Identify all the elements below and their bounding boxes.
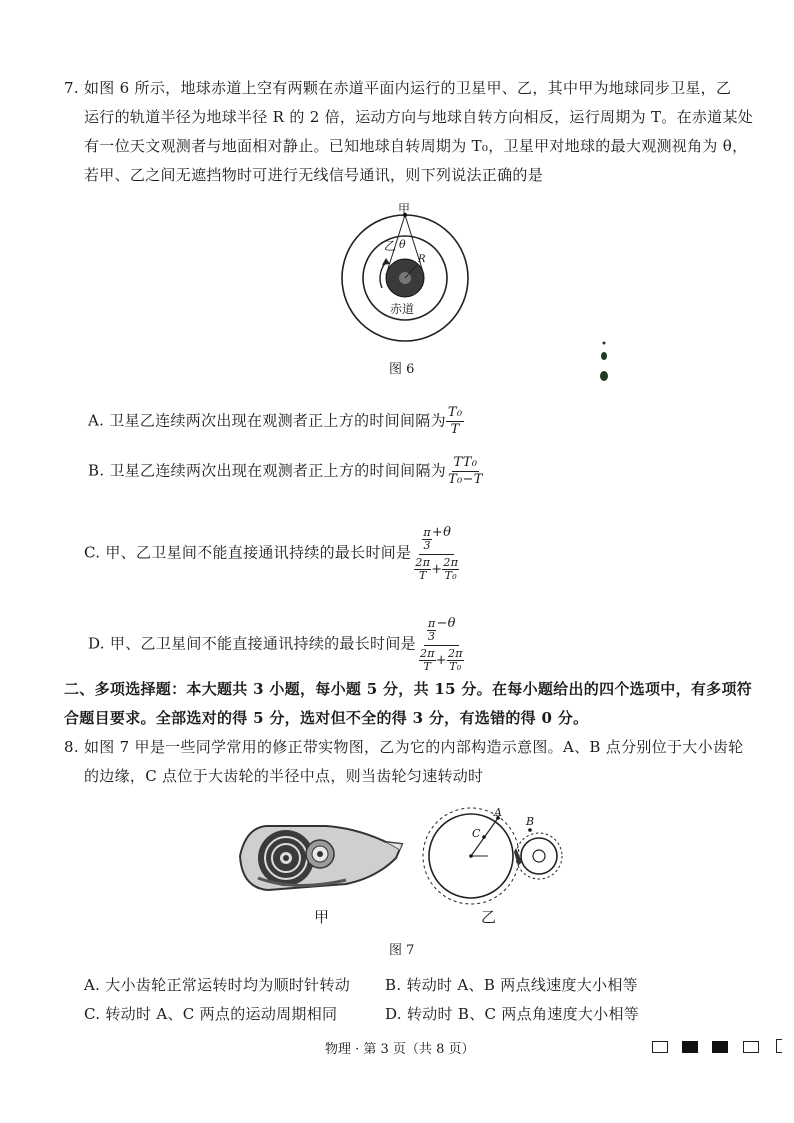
figure-6-caption: 图 6 <box>389 362 415 377</box>
fig7-label-c: C <box>472 827 481 840</box>
fig7-label-b: B <box>526 815 535 828</box>
figure-7-caption: 图 7 <box>389 943 415 958</box>
scan-ink-marks <box>596 338 612 384</box>
q7-line-4: 若甲、乙之间无遮挡物时可进行无线信号通讯，则下列说法正确的是 <box>84 166 544 184</box>
theta-term: −θ <box>436 616 456 631</box>
q8-option-c[interactable]: C. 转动时 A、C 两点的运动周期相同 <box>84 1005 338 1023</box>
fig6-label-theta: θ <box>399 238 406 251</box>
pi-numerator: π <box>423 526 431 539</box>
fraction-top <box>419 525 454 555</box>
section-2-heading-line-1: 二、多项选择题：本大题共 3 小题，每小题 5 分，共 15 分。在每小题给出的四个选项中，有多项符 <box>64 680 753 698</box>
theta-term: +θ <box>431 525 452 540</box>
q8-option-b[interactable]: B. 转动时 A、B 两点线速度大小相等 <box>385 976 638 994</box>
figure-7-gear-diagram <box>416 806 576 912</box>
q7-option-c-fraction <box>411 525 462 582</box>
fig7-label-yi: 乙 <box>481 908 497 926</box>
fig6-label-yi: 乙 <box>384 239 397 253</box>
q7-option-a-fraction <box>446 405 464 438</box>
omega1-den: T <box>423 660 432 673</box>
fig6-label-r: R <box>418 254 426 265</box>
footer-mark-partial <box>776 1039 782 1053</box>
figure-7-correction-tape-photo <box>236 818 406 898</box>
q8-option-a[interactable]: A. 大小齿轮正常运转时均为顺时针转动 <box>84 976 351 994</box>
small-spool-axle <box>317 851 323 857</box>
q7-option-a-text: A. 卫星乙连续两次出现在观测者正上方的时间间隔为 <box>88 411 446 430</box>
q8-line-2: 的边缘，C 点位于大齿轮的半径中点，则当齿轮匀速转动时 <box>84 767 484 785</box>
spool-axle <box>283 855 289 861</box>
q7-line-1: 7. 如图 6 所示，地球赤道上空有两颗在赤道平面内运行的卫星甲、乙，其中甲为地球同步卫星，乙 <box>64 79 732 97</box>
omega1-den: T <box>418 569 427 582</box>
q7-line-2: 运行的轨道半径为地球半径 R 的 2 倍，运动方向与地球自转方向相反，运行周期为 T。在赤道某处 <box>84 108 754 126</box>
rotation-arrow <box>380 262 386 288</box>
omega1-num: 2π <box>415 556 431 569</box>
footer-mark-empty-2 <box>743 1041 759 1053</box>
fraction-bottom <box>416 646 467 673</box>
point-c <box>482 835 486 839</box>
omega2-den: T₀ <box>449 660 462 673</box>
q7-option-a[interactable] <box>88 405 464 438</box>
omega2-den: T₀ <box>444 569 458 582</box>
page-footer: 物理 · 第 3 页（共 8 页） <box>325 1042 475 1057</box>
fraction-bottom <box>411 555 462 582</box>
footer-mark-filled-2 <box>712 1041 728 1053</box>
pi-numerator: π <box>427 617 436 630</box>
omega2-num: 2π <box>443 556 459 569</box>
footer-mark-filled-1 <box>682 1041 698 1053</box>
q7-option-b[interactable] <box>88 455 485 488</box>
fig6-label-jia: 甲 <box>398 202 411 216</box>
q7-option-c[interactable] <box>84 525 462 582</box>
omega1-num: 2π <box>419 647 435 660</box>
q7-option-b-fraction <box>446 455 485 488</box>
section-2-heading-line-2: 合题目要求。全部选对的得 5 分，选对但不全的得 3 分，有选错的得 0 分。 <box>64 709 589 727</box>
fraction-denominator: T₀−T <box>448 472 483 487</box>
q7-option-d-fraction <box>416 616 467 673</box>
figure-6-orbit-diagram <box>330 196 480 346</box>
q8-option-d[interactable]: D. 转动时 B、C 两点角速度大小相等 <box>385 1005 640 1023</box>
fig7-label-jia: 甲 <box>314 908 330 926</box>
small-gear <box>516 833 562 879</box>
plus-sign: + <box>431 561 443 577</box>
pi-denominator: 3 <box>428 630 436 643</box>
fraction-denominator: T <box>450 422 460 437</box>
fraction-numerator: TT₀ <box>453 455 478 470</box>
plus-sign: + <box>435 652 447 668</box>
omega2-num: 2π <box>447 647 463 660</box>
fig6-label-equator: 赤道 <box>390 302 415 316</box>
fig7-label-a: A <box>494 806 502 819</box>
pi-denominator: 3 <box>423 539 431 552</box>
arrow-head <box>382 258 390 265</box>
q7-option-c-text: C. 甲、乙卫星间不能直接通讯持续的最长时间是 <box>84 543 412 562</box>
footer-mark-empty-1 <box>652 1041 668 1053</box>
q7-line-3: 有一位天文观测者与地面相对静止。已知地球自转周期为 T₀，卫星甲对地球的最大观测视角为 θ， <box>84 137 748 155</box>
q7-option-b-text: B. 卫星乙连续两次出现在观测者正上方的时间间隔为 <box>88 461 447 480</box>
fraction-numerator: T₀ <box>447 405 463 420</box>
fraction-top <box>424 616 459 646</box>
q8-line-1: 8. 如图 7 甲是一些同学常用的修正带实物图，乙为它的内部构造示意图。A、B 点分别位于大小齿轮 <box>64 738 744 756</box>
point-b <box>528 828 532 832</box>
q7-option-d-text: D. 甲、乙卫星间不能直接通讯持续的最长时间是 <box>88 634 416 653</box>
q7-option-d[interactable] <box>88 616 467 673</box>
